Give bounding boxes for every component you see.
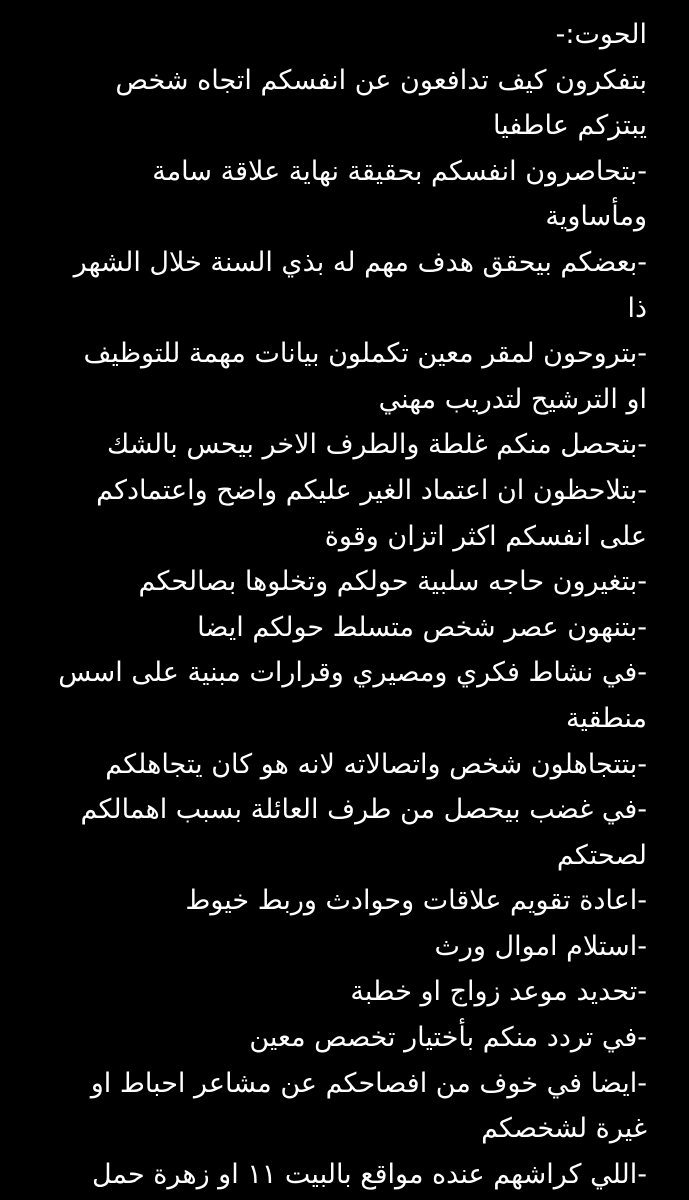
- note-line: -بعضكم بيحقق هدف مهم له بذي السنة خلال الشهر: [73, 246, 647, 278]
- note-line: -بتتجاهلون شخص واتصالاته لانه هو كان يتجاهلكم: [105, 748, 647, 780]
- note-line: -بتغيرون حاجه سلبية حولكم وتخلوها بصالحكم: [138, 566, 647, 598]
- note-line: -اللي كراشهم عنده مواقع بالبيت ١١ او زهرة حمل: [91, 1158, 647, 1190]
- note-line: -بتنهون عصر شخص متسلط حولكم ايضا: [197, 611, 647, 643]
- note-line: الحوت:-: [555, 19, 647, 50]
- note-line: -بتلاحظون ان اعتماد الغير عليكم واضح واعتمادكم: [96, 474, 647, 506]
- note-line: -بتحاصرون انفسكم بحقيقة نهاية علاقة سامة: [152, 155, 647, 187]
- note-line: ذا: [627, 292, 647, 324]
- note-line: بتفكرون كيف تدافعون عن انفسكم اتجاه شخص: [115, 64, 647, 96]
- note-line: -بتحصل منكم غلطة والطرف الاخر بيحس بالشك: [107, 429, 647, 461]
- note-line: -ايضا في خوف من افصاحكم عن مشاعر احباط او: [90, 1067, 647, 1099]
- note-line: لصحتكم: [556, 839, 647, 871]
- note-line: ومأساوية: [545, 201, 647, 233]
- note-text: [0, 12, 689, 1197]
- note-line: منطقية: [565, 702, 647, 734]
- note-line: يبتزكم عاطفيا: [493, 110, 647, 142]
- note-line: -استلام اموال ورث: [434, 930, 647, 962]
- note-line: -في تردد منكم بأختيار تخصص معين: [249, 1022, 647, 1054]
- note-line: -بتروحون لمقر معين تكملون بيانات مهمة للتوظيف: [83, 338, 647, 370]
- note-line: غيرة لشخصكم: [481, 1113, 647, 1145]
- note-line: -في نشاط فكري ومصيري وقرارات مبنية على اسس: [58, 657, 647, 689]
- note-line: -في غضب بيحصل من طرف العائلة بسبب اهمالكم: [80, 794, 647, 826]
- note-line: -اعادة تقويم علاقات وحوادث وربط خيوط: [185, 885, 647, 917]
- note-line: او الترشيح لتدريب مهني: [378, 383, 647, 415]
- note-line: -تحديد موعد زواج او خطبة: [350, 976, 647, 1008]
- note-line: على انفسكم اكثر اتزان وقوة: [324, 520, 647, 552]
